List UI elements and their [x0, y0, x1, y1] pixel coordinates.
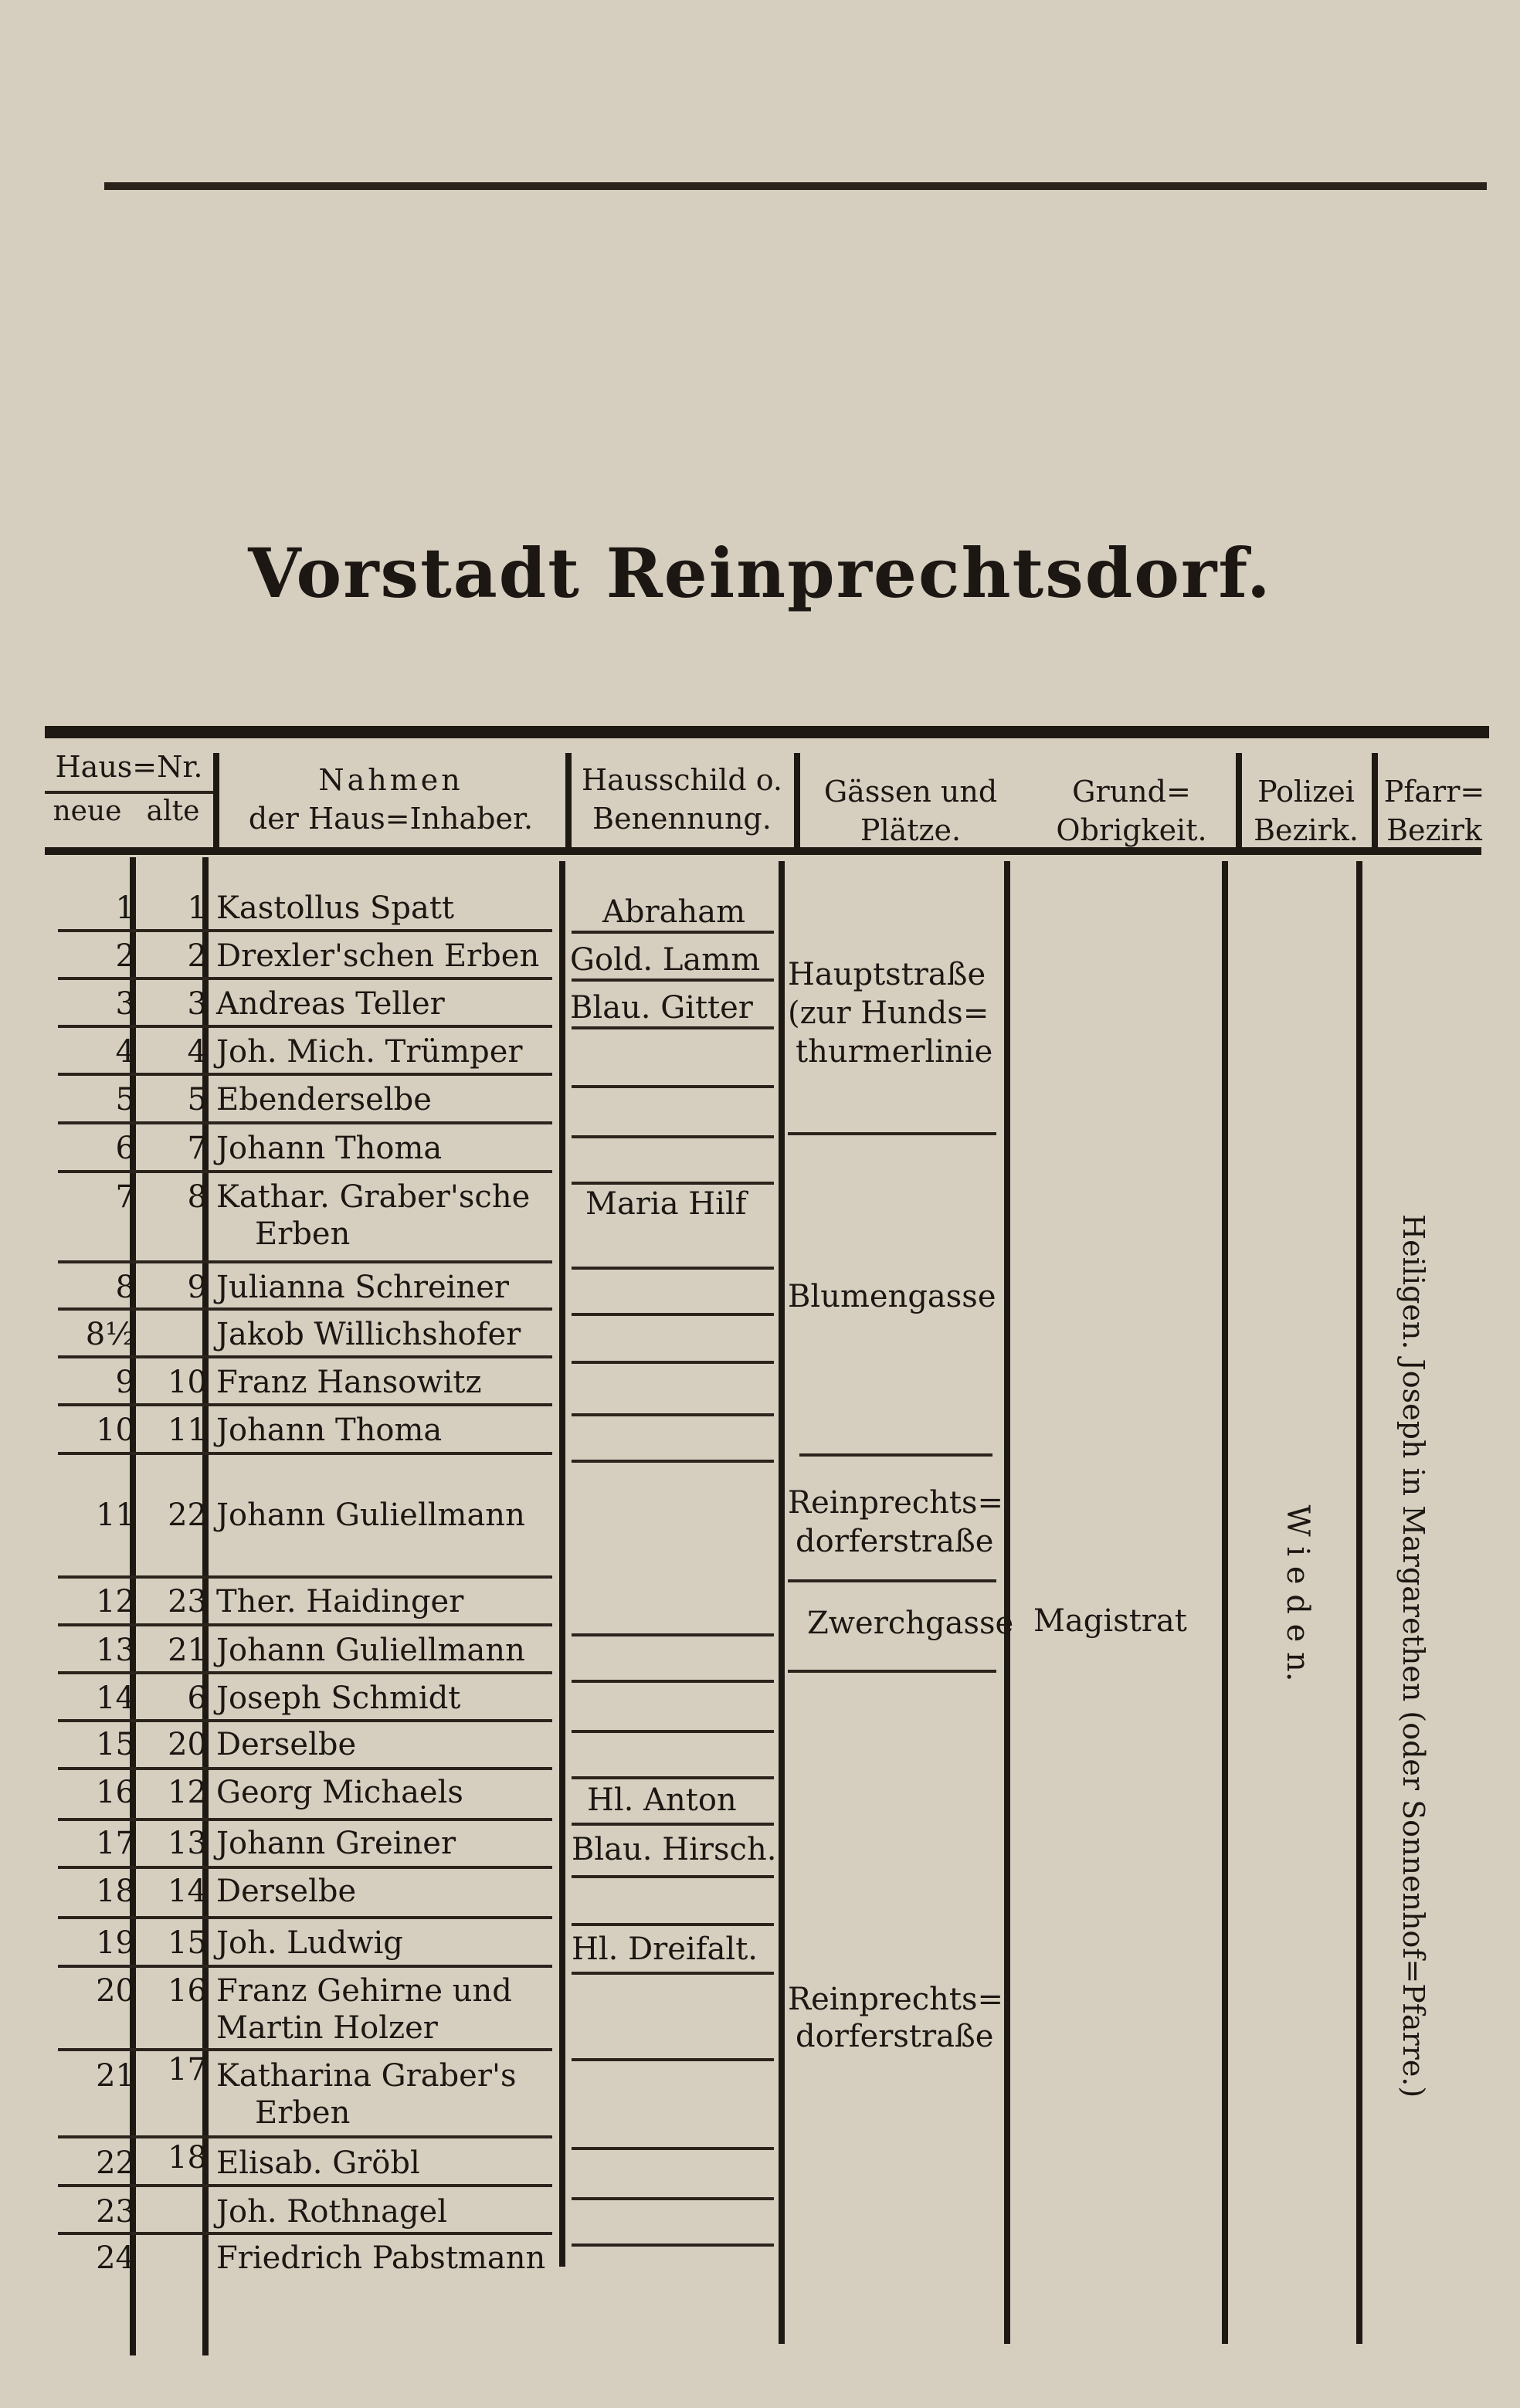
street-reinprechtsdorferstrasse-b-2: dorferstraße: [796, 2019, 994, 2054]
street-reinprechtsdorferstrasse-2: dorferstraße: [796, 1524, 994, 1559]
pfarr-bezirk: Heiligen. Joseph in Margarethen (oder Sonnenhof=Pfarre.): [1396, 1214, 1430, 2098]
cell-neue: 21: [96, 2058, 135, 2094]
schild-rule: [572, 1823, 774, 1826]
header-bottom-rule: [45, 847, 1481, 855]
row-rule: [58, 1719, 552, 1722]
cell-neue: 6: [115, 1131, 135, 1166]
schild-rule: [572, 1361, 774, 1364]
cell-name: Drexler'schen Erben: [216, 938, 540, 974]
row-rule: [58, 2048, 552, 2051]
cell-neue: 17: [96, 1826, 135, 1861]
header-sep: [794, 753, 800, 850]
cell-neue: 4: [115, 1034, 135, 1070]
cell-name-cont: Erben: [255, 1216, 351, 1252]
header-pfarr-2: Bezirk: [1386, 813, 1482, 847]
cell-name-cont: Martin Holzer: [216, 2010, 438, 2046]
row-rule: [58, 1307, 552, 1311]
cell-neue: 12: [96, 1584, 135, 1619]
cell-name: Franz Gehirne und: [216, 1973, 512, 2009]
cell-name: Joh. Rothnagel: [216, 2194, 448, 2230]
cell-alte: 23: [168, 1584, 207, 1619]
schild-rule: [572, 2197, 774, 2200]
cell-alte: 3: [187, 986, 207, 1022]
street-hauptstrasse-2: (zur Hunds=: [788, 995, 989, 1031]
cell-neue: 13: [96, 1633, 135, 1668]
cell-neue: 18: [96, 1874, 135, 1909]
row-rule: [58, 929, 552, 932]
cell-name: Joh. Ludwig: [216, 1925, 403, 1961]
schild-rule: [572, 1875, 774, 1878]
row-rule: [58, 1452, 552, 1455]
cell-name: Joseph Schmidt: [216, 1681, 461, 1716]
cell-neue: 16: [96, 1775, 135, 1810]
street-reinprechtsdorferstrasse: Reinprechts=: [788, 1485, 1004, 1521]
cell-name: Derselbe: [216, 1874, 357, 1909]
row-rule: [58, 2184, 552, 2187]
row-rule: [58, 1170, 552, 1173]
col-rule-name: [559, 861, 565, 2267]
grund-obrigkeit: Magistrat: [1033, 1603, 1187, 1639]
cell-name: Franz Hansowitz: [216, 1365, 482, 1400]
header-sub-rule: [45, 791, 213, 794]
cell-name: Joh. Mich. Trümper: [216, 1034, 523, 1070]
cell-neue: 3: [115, 986, 135, 1022]
polizei-bezirk: W i e d e n.: [1280, 1504, 1315, 1682]
header-nahmen-2: der Haus=Inhaber.: [248, 802, 534, 836]
street-blumengasse: Blumengasse: [788, 1279, 996, 1314]
cell-alte: 1: [187, 890, 207, 926]
street-zwerchgasse: Zwerchgasse: [807, 1606, 1014, 1641]
header-grund-2: Obrigkeit.: [1056, 813, 1207, 847]
schild-rule: [572, 1776, 774, 1779]
header-gassen-2: Plätze.: [860, 813, 962, 847]
schild-rule: [572, 2147, 774, 2150]
street-hauptstrasse: Hauptstraße: [788, 957, 986, 992]
cell-name: Kathar. Graber'sche: [216, 1179, 531, 1215]
col-rule-gassen: [1004, 861, 1010, 2344]
schild-rule: [572, 2058, 774, 2061]
cell-alte: 7: [187, 1131, 207, 1166]
header-polizei-2: Bezirk.: [1254, 813, 1359, 847]
schild-rule: [572, 1633, 774, 1636]
header-grund-1: Grund=: [1072, 775, 1191, 809]
schild-rule: [572, 1730, 774, 1733]
cell-schild: Gold. Lamm: [570, 942, 761, 978]
cell-alte: 16: [168, 1973, 207, 2009]
col-rule-grund: [1222, 861, 1228, 2344]
row-rule: [58, 1965, 552, 1968]
cell-alte: 2: [187, 938, 207, 974]
row-rule: [58, 2135, 552, 2138]
row-rule: [58, 1671, 552, 1674]
header-hausschild-1: Hausschild o.: [581, 763, 783, 797]
cell-neue: 5: [115, 1082, 135, 1118]
street-rule: [788, 1132, 996, 1135]
header-sep: [565, 753, 572, 850]
cell-alte: 17: [168, 2052, 207, 2087]
cell-alte: 21: [168, 1633, 207, 1668]
cell-name: Katharina Graber's: [216, 2058, 517, 2094]
cell-alte: 12: [168, 1775, 207, 1810]
cell-neue: 11: [96, 1497, 135, 1533]
cell-name: Kastollus Spatt: [216, 890, 455, 926]
schild-rule: [572, 2244, 774, 2247]
cell-neue: 8: [115, 1270, 135, 1305]
row-rule: [58, 1866, 552, 1869]
cell-name: Friedrich Pabstmann: [216, 2240, 546, 2276]
cell-name: Johann Guliellmann: [216, 1497, 525, 1533]
schild-rule: [572, 1026, 774, 1029]
cell-neue: 7: [115, 1179, 135, 1215]
cell-schild: Blau. Hirsch.: [572, 1832, 777, 1867]
cell-neue: 10: [96, 1413, 135, 1448]
cell-name: Andreas Teller: [216, 986, 445, 1022]
street-rule: [788, 1670, 996, 1673]
street-reinprechtsdorferstrasse-b: Reinprechts=: [788, 1982, 1004, 2017]
cell-alte: 14: [168, 1874, 207, 1909]
header-nahmen-1: Nahmen: [318, 763, 463, 797]
cell-alte: 10: [168, 1365, 207, 1400]
row-rule: [58, 1623, 552, 1626]
cell-neue: 22: [96, 2145, 135, 2181]
cell-neue: 24: [96, 2240, 135, 2276]
cell-schild: Abraham: [602, 894, 745, 930]
schild-rule: [572, 1135, 774, 1138]
cell-name: Johann Greiner: [216, 1826, 456, 1861]
header-sep: [1372, 753, 1378, 850]
cell-schild: Hl. Dreifalt.: [572, 1931, 758, 1967]
cell-alte: 11: [168, 1413, 207, 1448]
schild-rule: [572, 1680, 774, 1683]
header-gassen-1: Gässen und: [823, 775, 998, 809]
schild-rule: [572, 978, 774, 982]
row-rule: [58, 1916, 552, 1919]
cell-schild: Maria Hilf: [585, 1186, 747, 1222]
schild-rule: [572, 1923, 774, 1926]
cell-neue: 2: [115, 938, 135, 974]
header-haus-nr: Haus=Nr.: [55, 750, 203, 784]
cell-name: Elisab. Gröbl: [216, 2145, 420, 2181]
row-rule: [58, 2232, 552, 2235]
street-hauptstrasse-3: thurmerlinie: [796, 1034, 993, 1070]
col-rule-schild: [779, 861, 785, 2344]
cell-alte: 4: [187, 1034, 207, 1070]
cell-neue: 8½: [85, 1317, 135, 1352]
row-rule: [58, 1355, 552, 1358]
schild-rule: [572, 1413, 774, 1416]
header-sep: [1236, 753, 1242, 850]
cell-name: Johann Thoma: [216, 1131, 443, 1166]
header-alte: alte: [146, 795, 200, 827]
street-rule: [799, 1453, 992, 1457]
schild-rule: [572, 1267, 774, 1270]
cell-alte: 9: [187, 1270, 207, 1305]
header-hausschild-2: Benennung.: [592, 802, 772, 836]
top-rule: [104, 182, 1487, 190]
cell-name: Derselbe: [216, 1727, 357, 1762]
row-rule: [58, 977, 552, 980]
schild-rule: [572, 1313, 774, 1316]
cell-alte: 15: [168, 1925, 207, 1961]
row-rule: [58, 1575, 552, 1579]
cell-name: Georg Michaels: [216, 1775, 463, 1810]
row-rule: [58, 1073, 552, 1076]
cell-neue: 19: [96, 1925, 135, 1961]
row-rule: [58, 1121, 552, 1124]
header-sep: [213, 753, 219, 850]
page-title: Vorstadt Reinprechtsdorf.: [248, 533, 1272, 613]
cell-schild: Hl. Anton: [587, 1782, 737, 1818]
cell-alte: 20: [168, 1727, 207, 1762]
row-rule: [58, 1767, 552, 1770]
cell-alte: 6: [187, 1681, 207, 1716]
row-rule: [58, 1260, 552, 1263]
cell-alte: 8: [187, 1179, 207, 1215]
cell-neue: 20: [96, 1973, 135, 2009]
cell-neue: 14: [96, 1681, 135, 1716]
schild-rule: [572, 1460, 774, 1463]
cell-alte: 5: [187, 1082, 207, 1118]
cell-name: Jakob Willichshofer: [216, 1317, 521, 1352]
schild-rule: [572, 931, 774, 934]
cell-name: Johann Guliellmann: [216, 1633, 525, 1668]
schild-rule: [572, 1182, 774, 1185]
cell-neue: 23: [96, 2194, 135, 2230]
col-rule-polizei: [1356, 861, 1362, 2344]
header-neue: neue: [53, 795, 122, 827]
schild-rule: [572, 1085, 774, 1088]
cell-name: Julianna Schreiner: [216, 1270, 510, 1305]
cell-neue: 9: [115, 1365, 135, 1400]
cell-neue: 1: [115, 890, 135, 926]
street-rule: [788, 1579, 996, 1582]
cell-name: Ebenderselbe: [216, 1082, 432, 1118]
cell-name-cont: Erben: [255, 2095, 351, 2131]
cell-schild: Blau. Gitter: [570, 990, 753, 1026]
cell-alte: 13: [168, 1826, 207, 1861]
cell-name: Ther. Haidinger: [216, 1584, 464, 1619]
header-pfarr-1: Pfarr=: [1383, 775, 1485, 809]
row-rule: [58, 1818, 552, 1821]
header-polizei-1: Polizei: [1257, 775, 1355, 809]
row-rule: [58, 1025, 552, 1028]
cell-alte: 22: [168, 1497, 207, 1533]
cell-name: Johann Thoma: [216, 1413, 443, 1448]
row-rule: [58, 1403, 552, 1406]
schild-rule: [572, 1972, 774, 1975]
cell-alte: 18: [168, 2140, 207, 2176]
cell-neue: 15: [96, 1727, 135, 1762]
table-top-rule: [45, 726, 1489, 738]
